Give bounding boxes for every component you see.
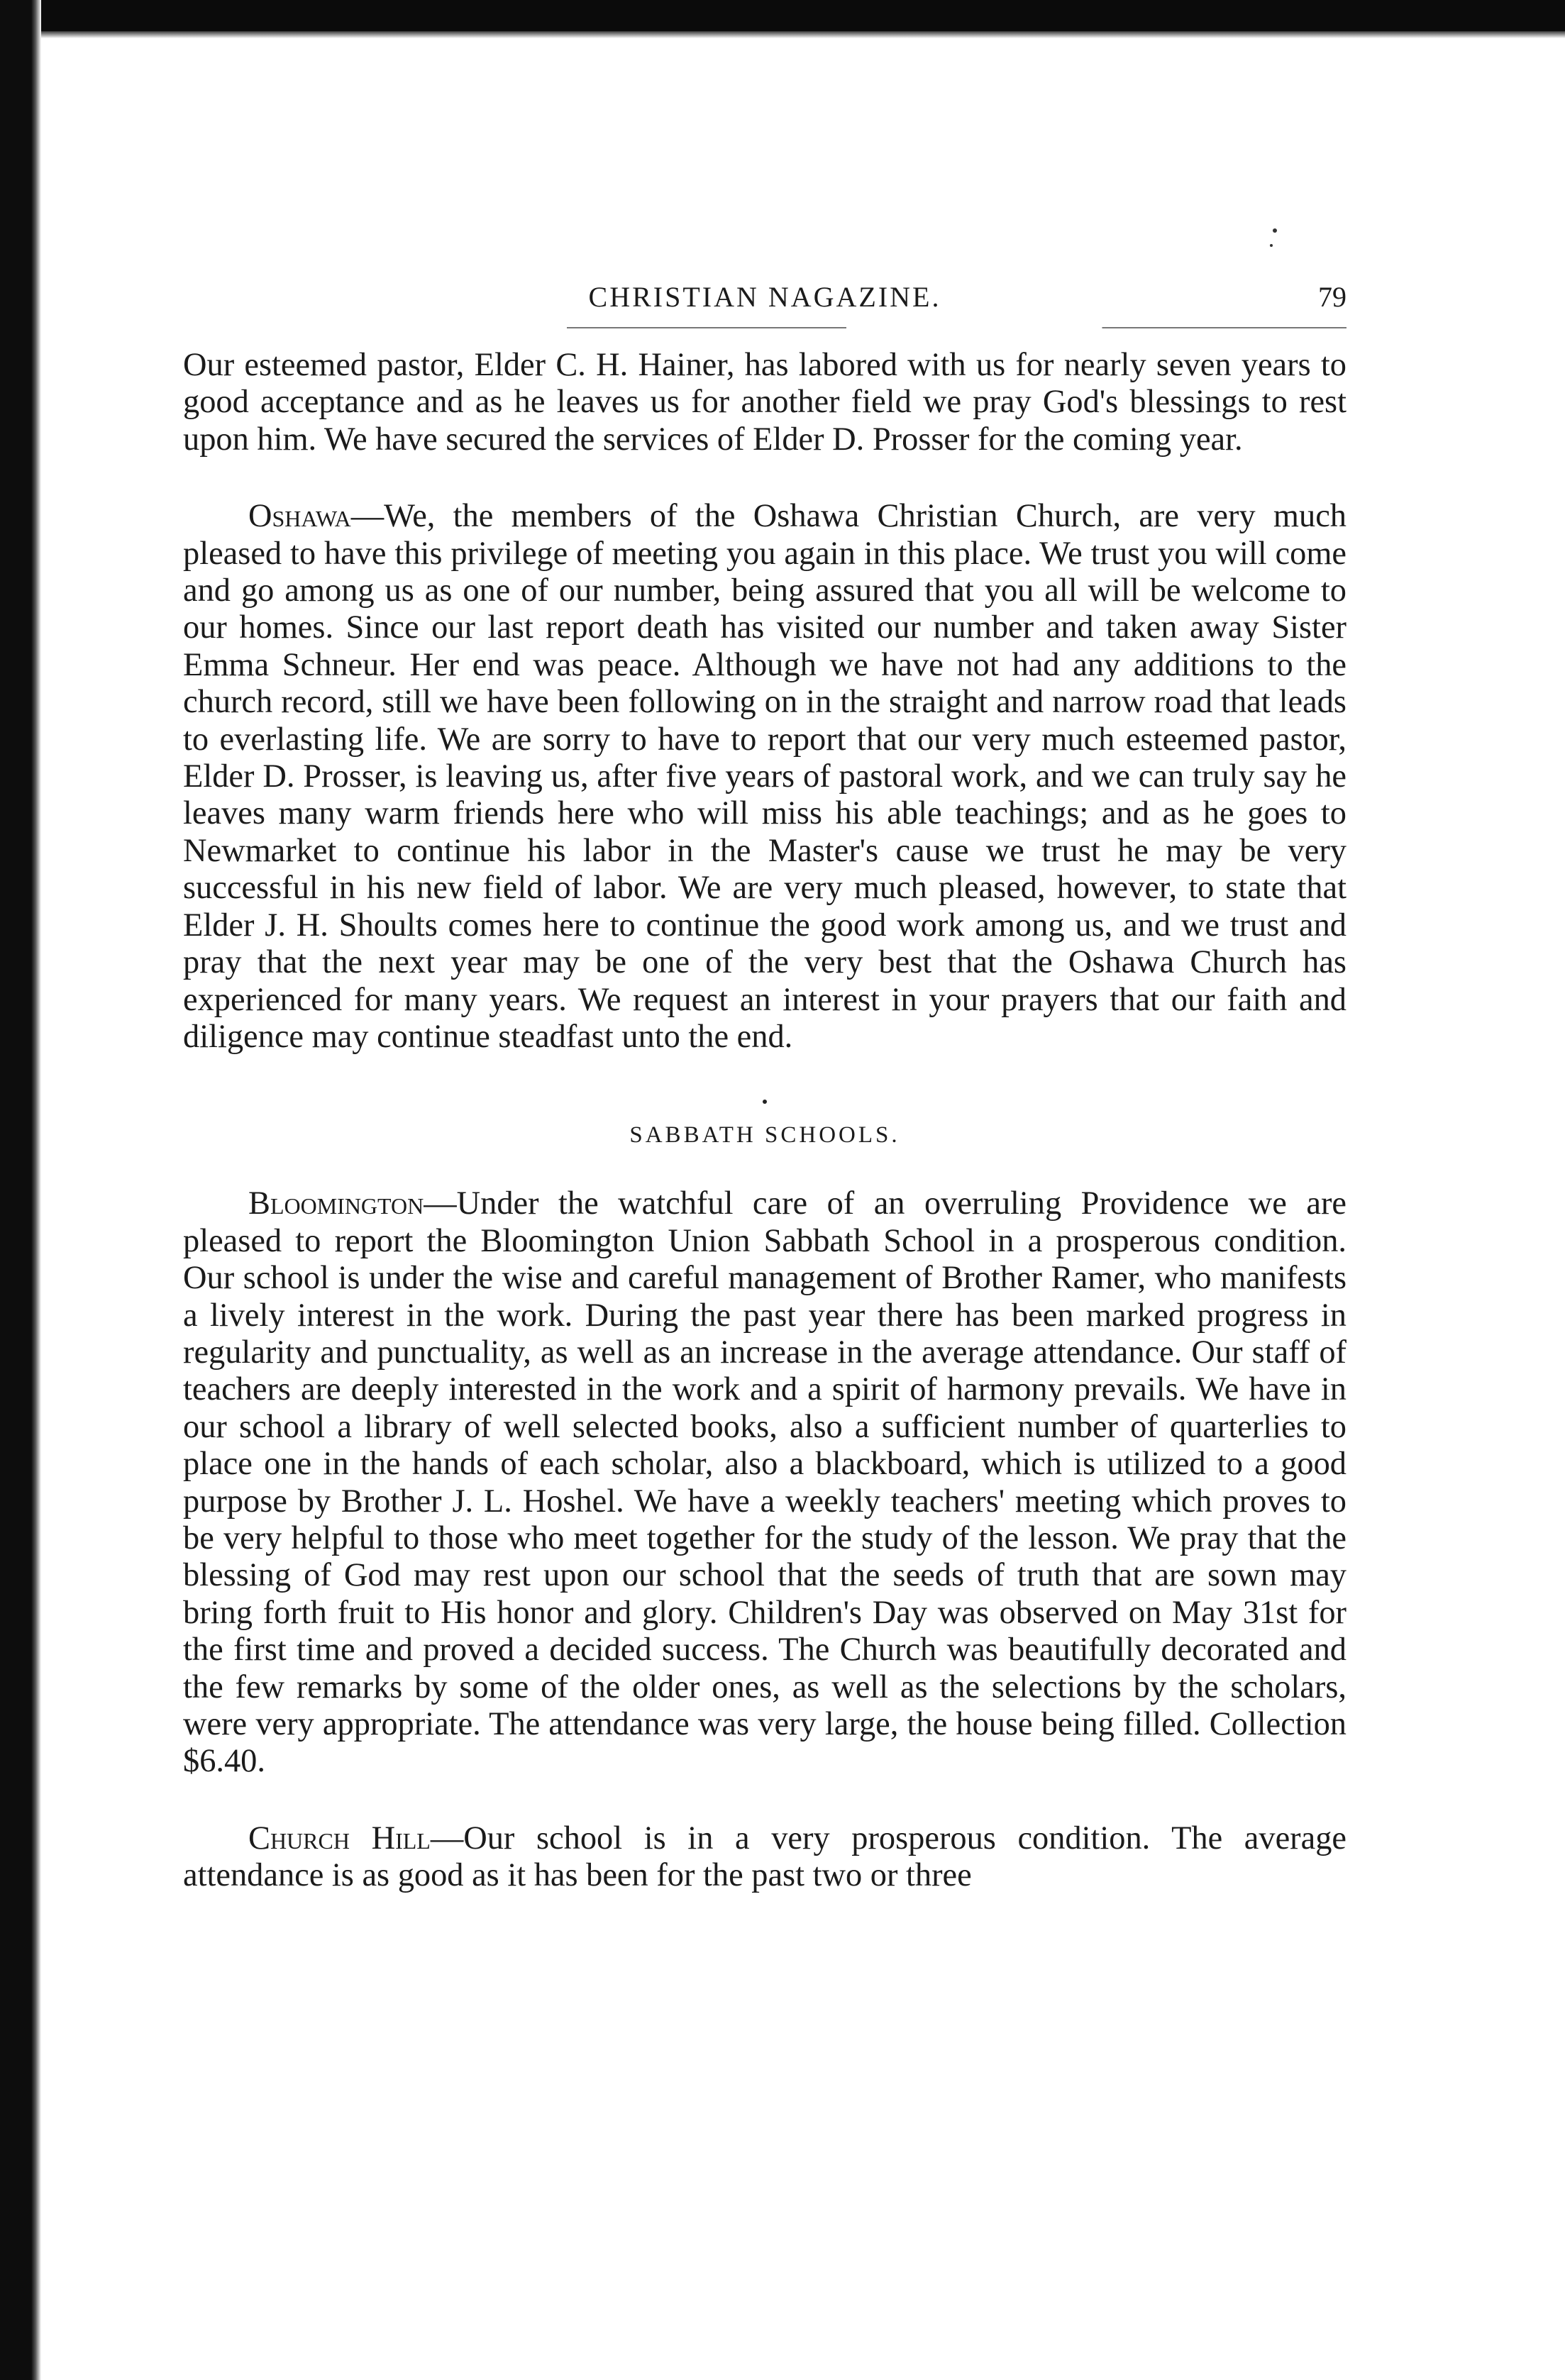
paragraph-oshawa [183,498,1346,1056]
scan-speck [1270,244,1273,247]
paragraph-text: —Under the watchful care of an overruling Providence we are pleased to report the Bloomington Union Sabbath School in a prosperous condition. Our school is under the wise and careful management of Brother Ramer, who manifests a lively interest in the work. During the past year there has been marked progress in regularity and punctuality, as well as an increase in the average attendance. Our staff of teachers are deeply interested in the work and a spirit of harmony prevails. We have in our school a library of well selected books, also a sufficient number of quarterlies to place one in the hands of each scholar, also a blackboard, which is utilized to a good purpose by Brother J. L. Hoshel. We have a weekly teachers' meeting which proves to be very helpful to those who meet together for the study of the lesson. We pray that the blessing of God may rest upon our school that the seeds of truth that are sown may bring forth fruit to His honor and glory. Children's Day was observed on May 31st for the first time and proved a decided success. The Church was beautifully decorated and the few remarks by some of the older ones, as well as the selections by the scholars, were very appropriate. The attendance was very large, the house being filled. Collection $6.40. [183,1185,1346,1780]
paragraph-church-hill [183,1820,1346,1895]
document-page [183,280,1346,1895]
page-header [183,280,1346,323]
scan-border-left [0,0,41,2380]
header-rule [183,327,1346,328]
paragraph-bloomington [183,1185,1346,1781]
paragraph-lead-oshawa: Oshawa [248,498,351,535]
running-title: CHRISTIAN NAGAZINE. [588,281,941,313]
section-heading-sabbath-schools: SABBATH SCHOOLS. [183,1100,1346,1149]
paragraph-text: —Our school is in a very prosperous condition. The average attendance is as good as it has been for the past two or three [183,1820,1347,1894]
paragraph-text: Our esteemed pastor, Elder C. H. Hainer, has labored with us for nearly seven years to good acceptance and as he leaves us for another field we pray God's blessings to rest upon him. We have secured the services of Elder D. Prosser for the coming year. [183,347,1346,458]
page-number: 79 [1318,281,1346,313]
scan-speck [1273,228,1277,233]
paragraph-text: —We, the members of the Oshawa Christian Church, are very much pleased to have this privilege of meeting you again in this place. We trust you will come and go among us as one of our number, being assured that you all will be welcome to our homes. Since our last report death has visited our number and taken away Sister Emma Schneur. Her end was peace. Although we have not had any additions to the church record, still we have been following on in the straight and narrow road that leads to everlasting life. We are sorry to have to report that our very much esteemed pastor, Elder D. Prosser, is leaving us, after five years of pastoral work, and we can truly say he leaves many warm friends here who will miss his able teachings; and as he goes to Newmarket to continue his labor in the Master's cause we trust he may be very successful in his new field of labor. We are very much pleased, however, to state that Elder J. H. Shoults comes here to continue the good work among us, and we trust and pray that the next year may be one of the very best that the Oshawa Church has experienced for many years. We request an interest in your prayers that our faith and diligence may continue steadfast unto the end. [183,498,1346,1055]
paragraph-pastor [183,347,1346,458]
scan-border-top [0,0,1565,31]
paragraph-lead-bloomington: Bloomington [248,1185,424,1222]
scan-border-shadow [0,31,1565,38]
paragraph-lead-church-hill: Church Hill [248,1820,431,1856]
